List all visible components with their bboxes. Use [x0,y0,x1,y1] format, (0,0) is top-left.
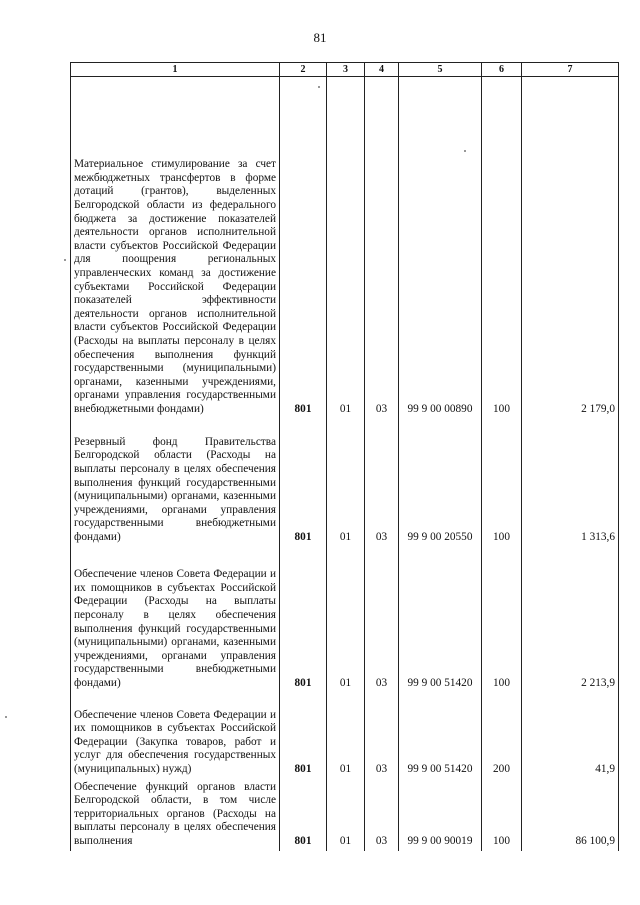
table-row [71,693,619,779]
row-section-code: 01 [327,77,365,419]
row-expense-type: 100 [482,779,522,851]
row-description: Резервный фонд Правительства Белгородской области (Расходы на выплаты персоналу в целях обеспечения выполнения функций государственными (муниципальными) органами, казенными учреждениями, органами управления государственными внебюджетными фондами) [71,419,280,547]
header-col-5: 5 [399,63,482,77]
row-ved-code: 801 [280,779,327,851]
table-row [71,419,619,547]
row-subsection-code: 03 [365,77,399,419]
row-target-article: 99 9 00 90019 [399,779,482,851]
row-amount: 2 213,9 [522,547,619,693]
row-section-code: 01 [327,779,365,851]
page-number: 81 [313,30,327,45]
row-subsection-code: 03 [365,693,399,779]
table-row [71,77,619,419]
row-target-article: 99 9 00 20550 [399,419,482,547]
row-description: Обеспечение функций органов власти Белгородской области, в том числе территориальных органов (Расходы на выплаты персоналу в целях обеспечения выполнения [71,779,280,851]
row-subsection-code: 03 [365,779,399,851]
header-col-4: 4 [365,63,399,77]
row-subsection-code: 03 [365,419,399,547]
row-description: Обеспечение членов Совета Федерации и их помощников в субъектах Российской Федерации (Закупка товаров, работ и услуг для обеспечения государственных (муниципальных) нужд) [71,693,280,779]
row-amount: 86 100,9 [522,779,619,851]
header-col-3: 3 [327,63,365,77]
row-expense-type: 200 [482,693,522,779]
scan-speck [64,259,66,261]
row-amount: 1 313,6 [522,419,619,547]
header-col-2: 2 [280,63,327,77]
row-target-article: 99 9 00 51420 [399,693,482,779]
row-ved-code: 801 [280,77,327,419]
table-header [71,63,619,77]
header-col-6: 6 [482,63,522,77]
row-section-code: 01 [327,693,365,779]
row-amount: 2 179,0 [522,77,619,419]
table-row [71,547,619,693]
row-subsection-code: 03 [365,547,399,693]
row-target-article: 99 9 00 51420 [399,547,482,693]
scan-speck [318,86,320,88]
scan-speck [5,716,7,718]
row-description: Обеспечение членов Совета Федерации и их помощников в субъектах Российской Федерации (Расходы на выплаты персоналу в целях обеспечения выполнения функций государственными (муниципальными) органами, казенными учреждениями, органами управления государственными внебюджетными фондами) [71,547,280,693]
row-description: Материальное стимулирование за счет межбюджетных трансфертов в форме дотаций (грантов), выделенных Белгородской области из федерального бюджета за достижение показателей деятельности органов исполнительной власти субъектов Российской Федерации для поощрения региональных управленческих команд за достижение субъектами Российской Федерации показателей эффективности деятельности органов исполнительной власти субъектов Российской Федерации (Расходы на выплаты персоналу в целях обеспечения выполнения функций государственными (муниципальными) органами, казенными учреждениями, органами управления государственными внебюджетными фондами) [71,77,280,419]
row-amount: 41,9 [522,693,619,779]
row-expense-type: 100 [482,547,522,693]
row-section-code: 01 [327,547,365,693]
row-ved-code: 801 [280,547,327,693]
row-target-article: 99 9 00 00890 [399,77,482,419]
row-expense-type: 100 [482,419,522,547]
row-section-code: 01 [327,419,365,547]
table-row [71,779,619,851]
row-ved-code: 801 [280,419,327,547]
row-ved-code: 801 [280,693,327,779]
header-col-1: 1 [71,63,280,77]
header-col-7: 7 [522,63,619,77]
scan-speck [464,150,466,152]
row-expense-type: 100 [482,77,522,419]
budget-table [70,62,619,851]
